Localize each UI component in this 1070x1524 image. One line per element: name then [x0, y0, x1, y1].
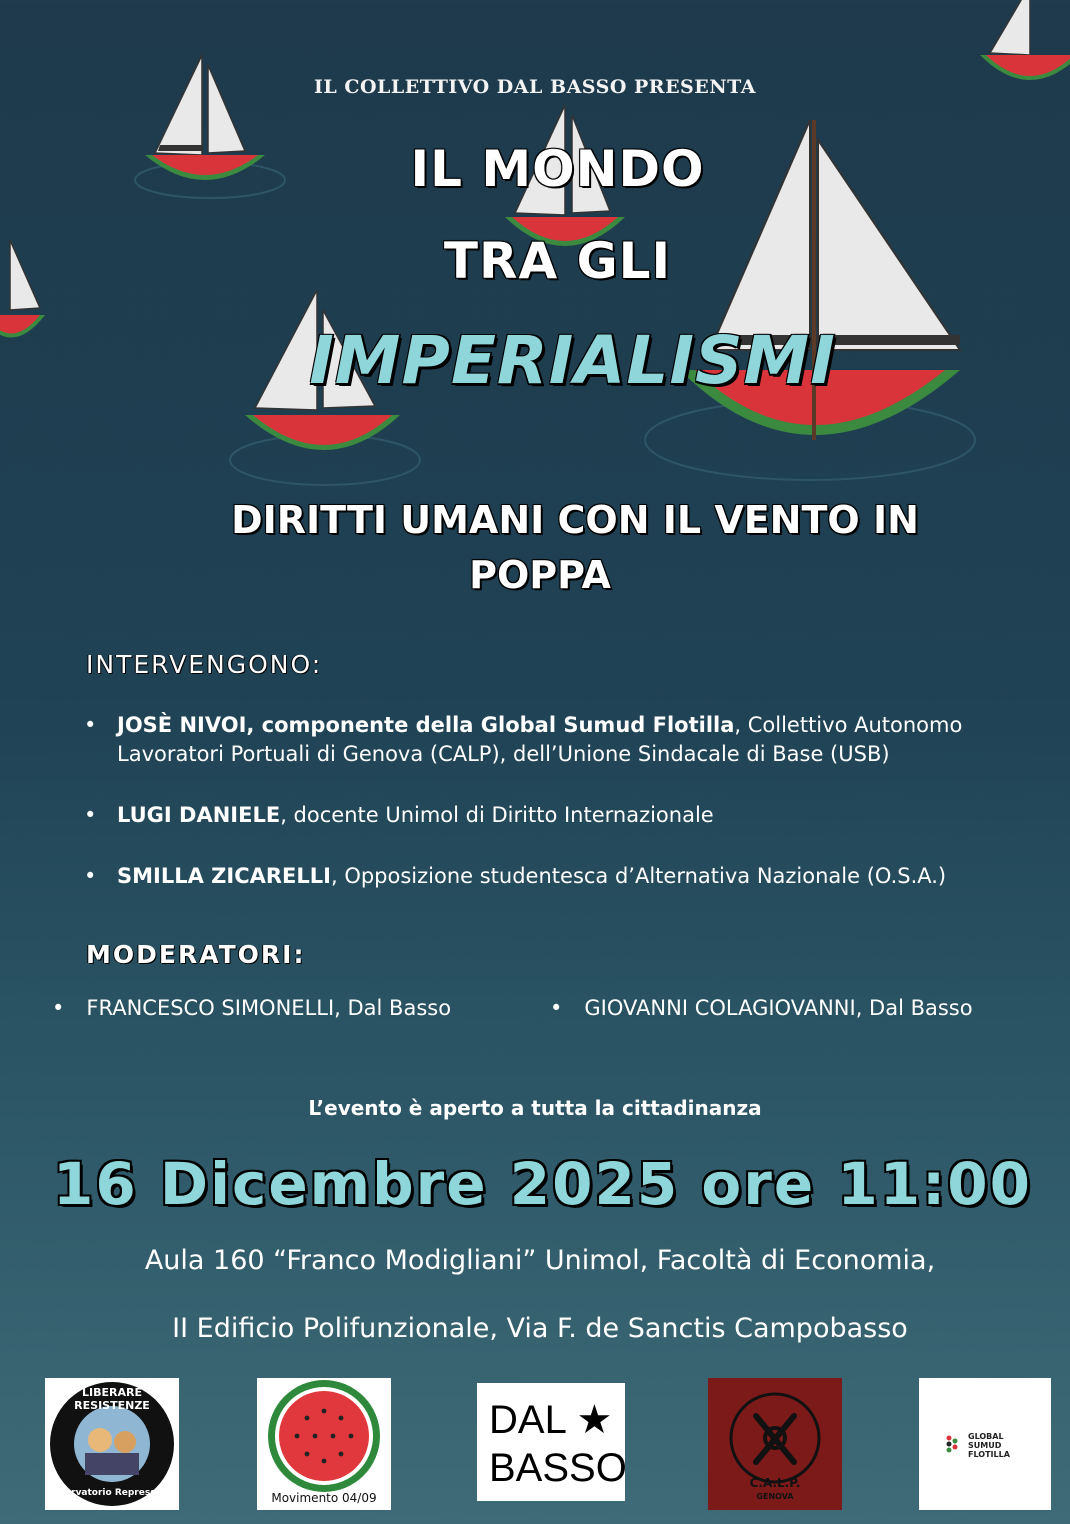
logo-liberare-sub: Osservatorio Repressione	[46, 1488, 178, 1498]
moderator-name: FRANCESCO SIMONELLI, Dal Basso	[86, 996, 452, 1020]
logo-dal-basso	[477, 1383, 625, 1501]
logo-liberare-text: LIBERARE RESISTENZE	[74, 1386, 150, 1412]
logo-calp	[708, 1378, 842, 1510]
speakers-heading: INTERVENGONO:	[86, 650, 323, 679]
title-line-3: IMPERIALISMI	[309, 322, 836, 399]
speaker-name: LUGI DANIELE	[117, 803, 281, 827]
speaker-name: JOSÈ NIVOI	[117, 713, 247, 737]
logo-global-sumud-flotilla	[919, 1378, 1051, 1510]
logo-flotilla-line3: FLOTILLA	[968, 1450, 1010, 1459]
venue-line-2: II Edificio Polifunzionale, Via F. de Sanctis Campobasso	[172, 1313, 908, 1344]
title-line-1: IL MONDO	[410, 140, 705, 198]
subtitle-line-2: POPPA	[469, 553, 611, 597]
event-datetime: 16 Dicembre 2025 ore 11:00	[53, 1150, 1032, 1218]
logo-movimento	[257, 1378, 391, 1510]
logo-movimento-caption: Movimento 04/09	[271, 1491, 377, 1505]
venue-line-1: Aula 160 “Franco Modigliani” Unimol, Facoltà di Economia,	[144, 1245, 936, 1276]
speaker-role: , docente Unimol di Diritto Internazionale	[280, 803, 714, 827]
logo-dal-basso-line2: BASSO	[489, 1446, 627, 1490]
logo-flotilla-line1: GLOBAL	[968, 1432, 1004, 1441]
speaker-item: • LUGI DANIELE, docente Unimol di Diritto Internazionale	[84, 803, 714, 827]
logo-calp-text: C.A.L.P.	[749, 1476, 801, 1490]
logo-flotilla-line2: SUMUD	[968, 1441, 1002, 1450]
open-note: L’evento è aperto a tutta la cittadinanza	[308, 1096, 762, 1120]
title-line-2: TRA GLI	[443, 232, 672, 290]
speaker-name: SMILLA ZICARELLI	[117, 864, 331, 888]
logo-calp-sub: GENOVA	[756, 1492, 794, 1501]
moderators-heading: MODERATORI:	[86, 940, 306, 969]
moderator-name: GIOVANNI COLAGIOVANNI, Dal Basso	[584, 996, 973, 1020]
speaker-role: , Opposizione studentesca d’Alternativa Nazionale (O.S.A.)	[330, 864, 947, 888]
moderator-item: • GIOVANNI COLAGIOVANNI, Dal Basso	[550, 996, 973, 1020]
moderator-item: • FRANCESCO SIMONELLI, Dal Basso	[52, 996, 452, 1020]
speaker-item: • SMILLA ZICARELLI, Opposizione studentesca d’Alternativa Nazionale (O.S.A.)	[84, 864, 947, 888]
flotilla-mark-icon	[944, 1434, 964, 1454]
logo-liberare-resistenze	[45, 1378, 179, 1510]
logo-dal-basso-line1: DAL ★	[489, 1398, 613, 1442]
speaker-role-bold: , componente della Global Sumud Flotilla	[246, 713, 735, 737]
presenter-line: IL COLLETTIVO DAL BASSO PRESENTA	[314, 76, 756, 98]
speaker-item: • JOSÈ NIVOI, componente della Global Sumud Flotilla, Collettivo Autonomo Lavoratori Portuali di Genova (CALP), dell’Unione Sindacale di Base (USB)	[84, 713, 963, 766]
speaker-role-line2: Lavoratori Portuali di Genova (CALP), dell’Unione Sindacale di Base (USB)	[117, 742, 890, 766]
subtitle-line-1: DIRITTI UMANI CON IL VENTO IN	[231, 498, 919, 542]
speaker-role: , Collettivo Autonomo	[734, 713, 963, 737]
